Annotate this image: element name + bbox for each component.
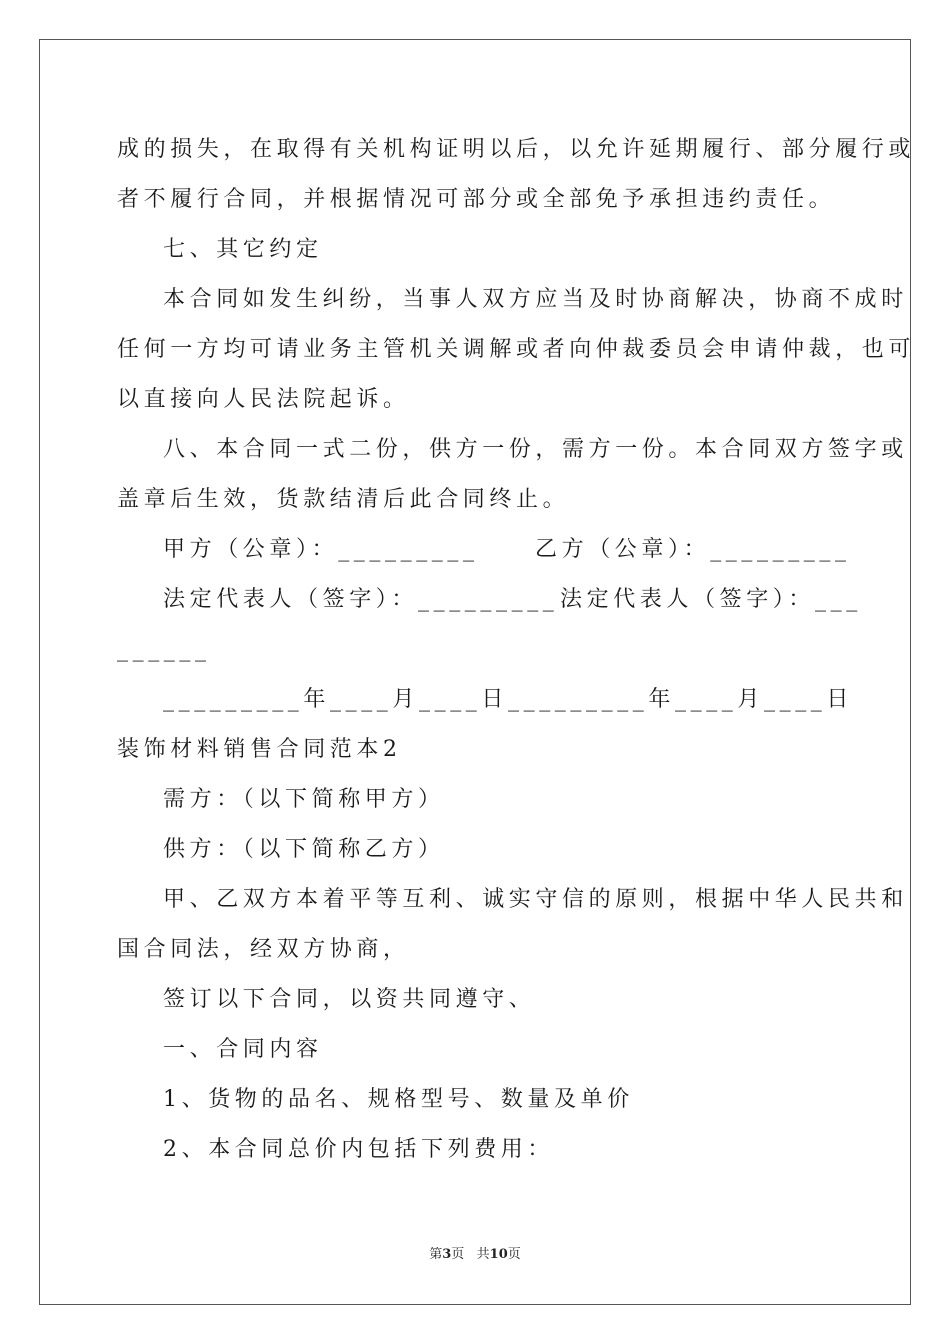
legal-rep-a-field: 法定代表人（签字）：_________ [163,587,559,612]
body-line: 以直接向人民法院起诉。 [117,387,410,412]
body-line: 盖章后生效，货款结清后此合同终止。 [117,487,570,512]
body-line: 者不履行合同，并根据情况可部分或全部免予承担违约责任。 [117,187,836,212]
page-footer [0,1246,950,1264]
body-line: 八、本合同一式二份，供方一份，需方一份。本合同双方签字或 [163,437,908,462]
section-heading: 一、合同内容 [163,1037,323,1062]
party-a-seal-field: 甲方（公章）：_________ [163,537,479,562]
body-line: 甲、乙双方本着平等互利、诚实守信的原则，根据中华人民共和 [163,887,908,912]
legal-rep-b-field-continued: ______ [117,637,211,662]
page-number: 3 [442,1247,452,1262]
body-line: 签订以下合同，以资共同遵守、 [163,987,536,1012]
party-b-seal-field: 乙方（公章）：_________ [535,537,851,562]
body-line: 本合同如发生纠纷，当事人双方应当及时协商解决，协商不成时 [163,287,908,312]
section-heading: 七、其它约定 [163,237,323,262]
legal-rep-b-field: 法定代表人（签字）：___ [560,587,862,612]
buyer-line: 需方：（以下简称甲方） [163,787,445,812]
supplier-line: 供方：（以下简称乙方） [163,837,445,862]
body-line: 任何一方均可请业务主管机关调解或者向仲裁委员会申请仲裁，也可 [117,337,916,362]
date-line: _________年____月____日_________年____月____日 [163,687,853,712]
total-pages: 10 [489,1247,508,1262]
body-line: 成的损失，在取得有关机构证明以后，以允许延期履行、部分履行或 [117,137,916,162]
footer-suffix: 页 [507,1247,521,1262]
list-item: 2、本合同总价内包括下列费用： [163,1137,554,1162]
footer-prefix: 第 [429,1247,443,1262]
contract-title: 装饰材料销售合同范本2 [117,737,402,762]
body-line: 国合同法，经双方协商， [117,937,410,962]
page-border [39,39,911,1305]
list-item: 1、货物的品名、规格型号、数量及单价 [163,1087,634,1112]
footer-mid: 页 共 [451,1247,490,1262]
